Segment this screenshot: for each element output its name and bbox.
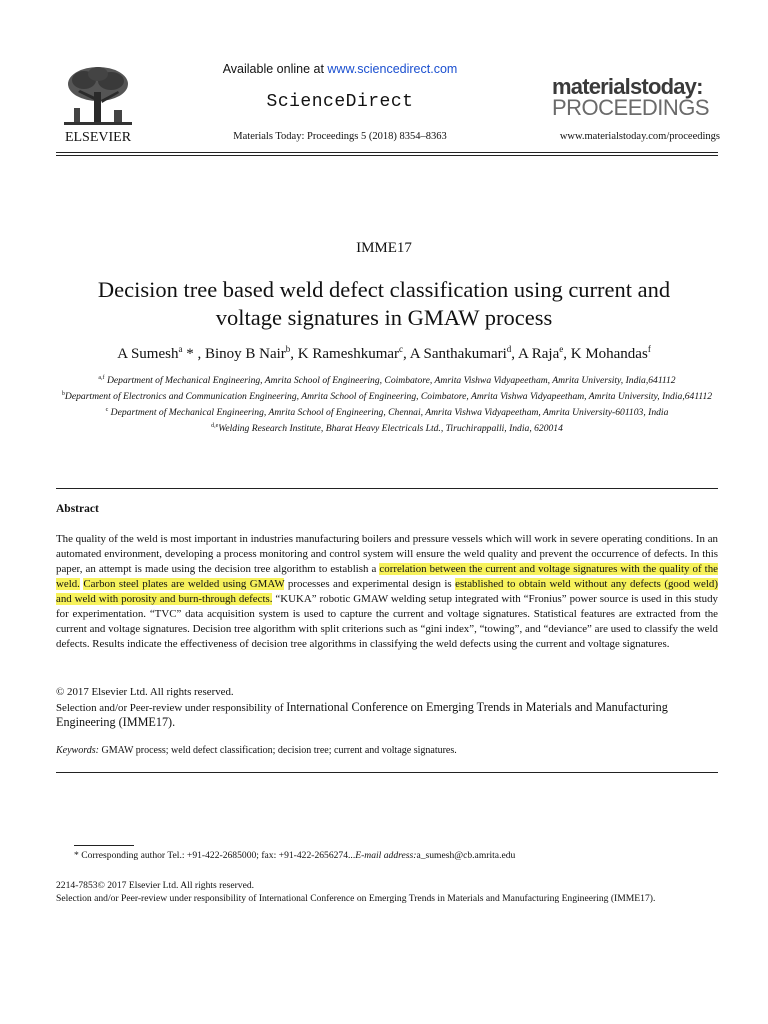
footnote-text: * Corresponding author Tel.: +91-422-2685000; fax: +91-422-2656274... <box>74 850 356 861</box>
author-affil-mark: a <box>178 344 183 354</box>
author-separator: , <box>511 346 518 362</box>
affiliation <box>56 422 718 436</box>
peer-review-statement <box>56 700 718 730</box>
author-affil-mark: e <box>559 344 564 354</box>
brand-top: materialstoday: <box>552 74 703 99</box>
abstract-text: The quality of the weld is most important in industries manufacturing boilers and pressure vessels which will work in severe operating conditions. In an automated environment, developing a process monitoring and control system will ensure the weld quality and prevent the occurrence of defects. In this paper, an attempt is made using the decision tree algorithm to establish a <box>56 533 718 576</box>
affiliation <box>56 374 718 388</box>
author-name: K Rameshkumar <box>297 346 400 362</box>
title-line-1: Decision tree based weld defect classification using current and <box>97 277 671 302</box>
elsevier-wordmark: ELSEVIER <box>64 130 132 145</box>
affiliation-mark: c <box>105 407 109 414</box>
author-list <box>40 344 728 363</box>
author-separator: , <box>563 346 571 362</box>
abstract-rule-bottom <box>56 772 718 773</box>
footer-peer-review: Selection and/or Peer-review under responsibility of International Conference on Emerging Trends in Materials and Manufacturing Engineering (IMME17). <box>56 893 656 905</box>
affiliation-mark: b <box>61 391 65 398</box>
abstract-text: “KUKA” robotic GMAW welding setup integrated with “Fronius” power source is used in this study for experimentation. “TVC” data acquisition system is used to capture the current and voltage signatures. Statistical features are extracted from the current and voltage signatures. Decision tree algorithm with split criterions such as “gini index”, “towing”, and “deviance” are used to classify the weld defects. Results indicate the effectiveness of decision tree algorithms in classifying the weld defects using the current and voltage signatures. <box>56 593 718 651</box>
affiliation-text: Department of Electronics and Communication Engineering, Amrita School of Engineering, Coimbatore, Amrita Vishwa Vidyapeetham, Amrita University, India,641112 <box>64 391 713 403</box>
title-line-2: voltage signatures in GMAW process <box>215 304 553 330</box>
issn-line: 2214-7853© 2017 Elsevier Ltd. All rights reserved. <box>56 880 255 891</box>
email-address[interactable]: a_sumesh@cb.amrita.edu <box>416 850 516 861</box>
author-affil-mark: d <box>506 344 512 354</box>
conference-label: IMME17 <box>356 240 412 256</box>
affiliation <box>56 390 718 404</box>
author-affil-mark: c <box>399 344 404 354</box>
author-affil-mark: f <box>647 344 651 354</box>
author-name: K Mohandas <box>570 346 648 362</box>
author-name: A Raja <box>517 346 560 362</box>
affiliation <box>56 406 718 420</box>
header-rule-bottom <box>56 155 718 156</box>
abstract-copyright: © 2017 Elsevier Ltd. All rights reserved. <box>56 686 234 698</box>
abstract-rule-top <box>56 488 718 489</box>
materialstoday-logo <box>552 76 722 119</box>
affiliations <box>56 374 718 438</box>
journal-citation: Materials Today: Proceedings 5 (2018) 8354–8363 <box>233 131 447 142</box>
header-rule-top <box>56 152 718 153</box>
highlighted-text: Carbon steel plates are welded using GMAW <box>83 578 285 591</box>
peer-review-conference: International Conference on Emerging Trends in Materials and Manufacturing Engineering (IMME17). <box>56 700 668 730</box>
abstract-text: processes and experimental design is <box>284 578 456 591</box>
abstract-paragraph <box>56 532 718 652</box>
sciencedirect-title: ScienceDirect <box>266 92 414 112</box>
brand-bottom: PROCEEDINGS <box>552 95 710 120</box>
keywords-list: GMAW process; weld defect classification; decision tree; current and voltage signatures. <box>98 745 457 756</box>
highlighted-text: established to obtain weld without any defects (good weld) and weld with porosity and burn-through defects. <box>56 578 718 606</box>
highlighted-text: correlation between the current and voltage signatures with the quality of the weld. <box>56 563 718 591</box>
affiliation-text: Department of Mechanical Engineering, Amrita School of Engineering, Coimbatore, Amrita Vishwa Vidyapeetham, Amrita University, India,641112 <box>104 375 676 387</box>
keywords-label: Keywords: <box>56 745 99 756</box>
corresponding-author-footnote <box>74 850 515 861</box>
affiliation-text: Welding Research Institute, Bharat Heavy Electricals Ltd., Tiruchirappalli, India, 620014 <box>218 423 563 435</box>
page-footer <box>56 879 718 905</box>
affiliation-mark: a,f <box>98 375 105 381</box>
author-separator: , <box>403 346 410 362</box>
author-name: A Sumesh <box>117 346 179 362</box>
author-separator: * , <box>182 346 205 362</box>
author-affil-mark: b <box>285 344 291 354</box>
author-separator: , <box>290 346 298 362</box>
paper-title <box>60 276 708 332</box>
affiliation-text: Department of Mechanical Engineering, Amrita School of Engineering, Chennai, Amrita Vishwa Vidyapeetham, Amrita University-601103, India <box>108 407 669 419</box>
affiliation-mark: d,e <box>211 423 219 430</box>
journal-url[interactable]: www.materialstoday.com/proceedings <box>559 131 720 142</box>
author-name: Binoy B Nair <box>204 346 286 362</box>
peer-review-prefix: Selection and/or Peer-review under responsibility of <box>56 702 287 714</box>
footnote-rule <box>74 845 134 846</box>
abstract-body <box>56 532 718 652</box>
sciencedirect-link[interactable]: www.sciencedirect.com <box>327 62 458 76</box>
keywords <box>56 745 457 756</box>
author-name: A Santhakumari <box>409 346 507 362</box>
abstract-heading: Abstract <box>56 503 99 515</box>
availability-prefix: Available online at <box>222 62 328 76</box>
email-label: E-mail address: <box>355 850 417 861</box>
